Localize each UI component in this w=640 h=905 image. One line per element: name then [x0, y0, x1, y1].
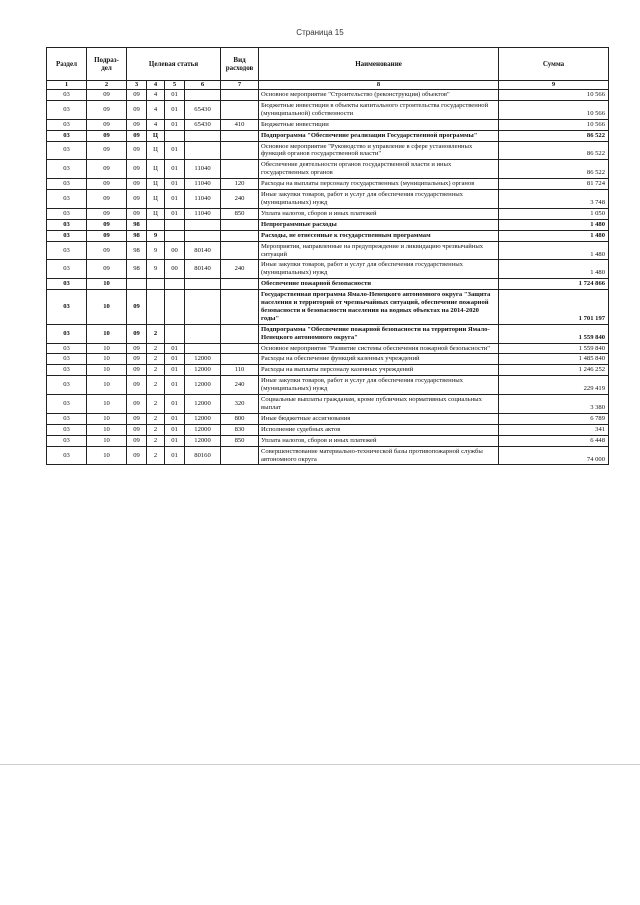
cell-summa: 86 522 — [499, 130, 609, 141]
header-naim: Наименование — [259, 48, 499, 81]
cell-cs-2: 9 — [147, 230, 165, 241]
cell-cs-4: 65430 — [185, 100, 221, 119]
cell-naimenovanie: Иные закупки товаров, работ и услуг для обеспечения государственных (муниципальных) нужд — [259, 190, 499, 209]
table-row — [47, 219, 609, 230]
table-row — [47, 119, 609, 130]
cell-cs-1: 09 — [127, 190, 147, 209]
cell-summa: 10 566 — [499, 90, 609, 101]
cell-cs-1 — [127, 279, 147, 290]
cell-naimenovanie: Социальные выплаты гражданам, кроме публичных нормативных социальных выплат — [259, 395, 499, 414]
cell-cs-1: 09 — [127, 376, 147, 395]
cell-naimenovanie: Непрограммные расходы — [259, 219, 499, 230]
cell-razdel: 03 — [47, 290, 87, 325]
cell-podrazdel: 09 — [87, 179, 127, 190]
cell-vid: 410 — [221, 119, 259, 130]
table-row — [47, 260, 609, 279]
cell-podrazdel: 10 — [87, 395, 127, 414]
cell-cs-1: 09 — [127, 395, 147, 414]
cell-naimenovanie: Основное мероприятие "Руководство и управление в сфере установленных функций органов государственной власти" — [259, 141, 499, 160]
cell-cs-3: 01 — [165, 435, 185, 446]
colnum: 8 — [259, 81, 499, 90]
cell-summa: 6 789 — [499, 413, 609, 424]
cell-razdel: 03 — [47, 260, 87, 279]
cell-cs-3: 01 — [165, 365, 185, 376]
table-row — [47, 395, 609, 414]
cell-naimenovanie: Обеспечение деятельности органов государственной власти и иных государственных органов — [259, 160, 499, 179]
cell-cs-2: Ц — [147, 141, 165, 160]
cell-naimenovanie: Расходы на выплаты персоналу государственных (муниципальных) органов — [259, 179, 499, 190]
cell-razdel: 03 — [47, 446, 87, 465]
cell-cs-1: 09 — [127, 446, 147, 465]
cell-podrazdel: 10 — [87, 376, 127, 395]
cell-cs-3: 00 — [165, 260, 185, 279]
cell-summa: 6 448 — [499, 435, 609, 446]
table-row — [47, 365, 609, 376]
table-row — [47, 376, 609, 395]
cell-podrazdel: 09 — [87, 190, 127, 209]
cell-vid — [221, 160, 259, 179]
cell-cs-4: 11040 — [185, 208, 221, 219]
cell-podrazdel: 10 — [87, 354, 127, 365]
colnum: 5 — [165, 81, 185, 90]
cell-cs-4 — [185, 279, 221, 290]
cell-razdel: 03 — [47, 119, 87, 130]
cell-summa: 1 480 — [499, 241, 609, 260]
cell-cs-3: 01 — [165, 395, 185, 414]
cell-podrazdel: 10 — [87, 324, 127, 343]
header-razdel: Раздел — [47, 48, 87, 81]
table-row — [47, 435, 609, 446]
cell-naimenovanie: Расходы на обеспечение функций казенных учреждений — [259, 354, 499, 365]
cell-vid — [221, 279, 259, 290]
cell-cs-2 — [147, 219, 165, 230]
cell-naimenovanie: Уплата налогов, сборов и иных платежей — [259, 208, 499, 219]
cell-cs-4: 11040 — [185, 160, 221, 179]
cell-vid — [221, 343, 259, 354]
cell-podrazdel: 09 — [87, 160, 127, 179]
colnum: 9 — [499, 81, 609, 90]
cell-cs-3: 01 — [165, 208, 185, 219]
cell-cs-3: 00 — [165, 241, 185, 260]
cell-cs-1: 09 — [127, 179, 147, 190]
cell-cs-1: 09 — [127, 424, 147, 435]
cell-cs-2: 2 — [147, 376, 165, 395]
cell-cs-4 — [185, 141, 221, 160]
cell-cs-2: 2 — [147, 413, 165, 424]
cell-cs-1: 09 — [127, 208, 147, 219]
table-row — [47, 424, 609, 435]
cell-podrazdel: 10 — [87, 290, 127, 325]
cell-cs-2: 4 — [147, 100, 165, 119]
cell-cs-3: 01 — [165, 446, 185, 465]
header-summa: Сумма — [499, 48, 609, 81]
cell-podrazdel: 09 — [87, 219, 127, 230]
cell-vid — [221, 241, 259, 260]
colnum: 1 — [47, 81, 87, 90]
table-row — [47, 413, 609, 424]
cell-podrazdel: 10 — [87, 365, 127, 376]
cell-vid: 320 — [221, 395, 259, 414]
cell-cs-4: 12000 — [185, 365, 221, 376]
cell-summa: 1 559 840 — [499, 343, 609, 354]
cell-cs-2: 2 — [147, 343, 165, 354]
cell-cs-4 — [185, 290, 221, 325]
table-row — [47, 324, 609, 343]
cell-razdel: 03 — [47, 100, 87, 119]
cell-razdel: 03 — [47, 324, 87, 343]
scan-edge-divider — [0, 764, 640, 765]
cell-razdel: 03 — [47, 354, 87, 365]
cell-cs-3: 01 — [165, 376, 185, 395]
cell-cs-1: 09 — [127, 413, 147, 424]
cell-cs-2 — [147, 290, 165, 325]
cell-cs-2: 2 — [147, 354, 165, 365]
cell-podrazdel: 09 — [87, 141, 127, 160]
cell-podrazdel: 09 — [87, 119, 127, 130]
cell-vid — [221, 130, 259, 141]
cell-cs-2: 4 — [147, 90, 165, 101]
cell-cs-3 — [165, 230, 185, 241]
cell-naimenovanie: Бюджетные инвестиции в объекты капитального строительства государственной (муниципальной) собственности — [259, 100, 499, 119]
cell-cs-2: 9 — [147, 241, 165, 260]
table-row — [47, 130, 609, 141]
cell-summa: 1 724 866 — [499, 279, 609, 290]
cell-razdel: 03 — [47, 279, 87, 290]
cell-naimenovanie: Расходы на выплаты персоналу казенных учреждений — [259, 365, 499, 376]
cell-cs-3 — [165, 279, 185, 290]
cell-razdel: 03 — [47, 365, 87, 376]
cell-naimenovanie: Иные закупки товаров, работ и услуг для обеспечения государственных (муниципальных) нужд — [259, 260, 499, 279]
cell-cs-1: 98 — [127, 260, 147, 279]
cell-naimenovanie: Подпрограмма "Обеспечение реализации Государственной программы" — [259, 130, 499, 141]
cell-naimenovanie: Основное мероприятие "Строительство (реконструкция) объектов" — [259, 90, 499, 101]
cell-cs-3 — [165, 290, 185, 325]
cell-podrazdel: 10 — [87, 424, 127, 435]
cell-razdel: 03 — [47, 343, 87, 354]
table-row — [47, 90, 609, 101]
table-row — [47, 100, 609, 119]
cell-vid: 240 — [221, 190, 259, 209]
cell-razdel: 03 — [47, 376, 87, 395]
cell-vid: 800 — [221, 413, 259, 424]
cell-summa: 229 419 — [499, 376, 609, 395]
cell-naimenovanie: Обеспечение пожарной безопасности — [259, 279, 499, 290]
cell-summa: 1 485 840 — [499, 354, 609, 365]
cell-cs-2: 4 — [147, 119, 165, 130]
cell-cs-1: 98 — [127, 230, 147, 241]
cell-summa: 10 566 — [499, 100, 609, 119]
cell-cs-1: 09 — [127, 141, 147, 160]
cell-cs-4 — [185, 90, 221, 101]
cell-razdel: 03 — [47, 208, 87, 219]
column-number-row — [47, 81, 609, 90]
cell-cs-2: 9 — [147, 260, 165, 279]
cell-cs-2: Ц — [147, 190, 165, 209]
cell-cs-1: 98 — [127, 241, 147, 260]
cell-cs-4: 80140 — [185, 260, 221, 279]
cell-summa: 81 724 — [499, 179, 609, 190]
cell-cs-3: 01 — [165, 190, 185, 209]
cell-podrazdel: 09 — [87, 130, 127, 141]
colnum: 7 — [221, 81, 259, 90]
header-podrazdel: Подраз-дел — [87, 48, 127, 81]
cell-summa: 86 522 — [499, 160, 609, 179]
cell-razdel: 03 — [47, 160, 87, 179]
page-header: Страница 15 — [296, 28, 344, 37]
cell-vid: 850 — [221, 208, 259, 219]
cell-naimenovanie: Иные закупки товаров, работ и услуг для обеспечения государственных (муниципальных) нужд — [259, 376, 499, 395]
cell-summa: 341 — [499, 424, 609, 435]
colnum: 4 — [147, 81, 165, 90]
cell-naimenovanie: Государственная программа Ямало-Ненецкого автономного округа "Защита населения и территорий от чрезвычайных ситуаций, обеспечение пожарной безопасности и безопасности населения на водных объектах на 2014-2020 годы" — [259, 290, 499, 325]
cell-cs-1: 09 — [127, 324, 147, 343]
cell-razdel: 03 — [47, 424, 87, 435]
cell-cs-4: 80140 — [185, 241, 221, 260]
cell-summa: 86 522 — [499, 141, 609, 160]
cell-vid: 240 — [221, 260, 259, 279]
cell-summa: 1 480 — [499, 260, 609, 279]
cell-cs-1: 98 — [127, 219, 147, 230]
cell-naimenovanie: Мероприятия, направленные на предупреждение и ликвидацию чрезвычайных ситуаций — [259, 241, 499, 260]
table-row — [47, 230, 609, 241]
cell-cs-3 — [165, 324, 185, 343]
cell-razdel: 03 — [47, 435, 87, 446]
table-row — [47, 241, 609, 260]
colnum: 6 — [185, 81, 221, 90]
cell-podrazdel: 09 — [87, 230, 127, 241]
cell-cs-3 — [165, 130, 185, 141]
colnum: 2 — [87, 81, 127, 90]
cell-cs-1: 09 — [127, 365, 147, 376]
budget-table — [46, 47, 609, 465]
cell-razdel: 03 — [47, 130, 87, 141]
cell-cs-3 — [165, 219, 185, 230]
cell-summa: 74 000 — [499, 446, 609, 465]
cell-cs-4: 12000 — [185, 376, 221, 395]
table-row — [47, 179, 609, 190]
cell-razdel: 03 — [47, 219, 87, 230]
cell-vid — [221, 141, 259, 160]
cell-vid — [221, 100, 259, 119]
cell-razdel: 03 — [47, 395, 87, 414]
table-row — [47, 208, 609, 219]
cell-cs-4 — [185, 230, 221, 241]
cell-cs-4: 12000 — [185, 395, 221, 414]
cell-cs-1: 09 — [127, 343, 147, 354]
cell-vid — [221, 354, 259, 365]
cell-cs-4: 11040 — [185, 179, 221, 190]
cell-cs-3: 01 — [165, 100, 185, 119]
cell-cs-1: 09 — [127, 90, 147, 101]
cell-vid — [221, 324, 259, 343]
cell-naimenovanie: Иные бюджетные ассигнования — [259, 413, 499, 424]
cell-razdel: 03 — [47, 90, 87, 101]
cell-cs-2 — [147, 279, 165, 290]
cell-summa: 1 480 — [499, 230, 609, 241]
cell-cs-2: Ц — [147, 160, 165, 179]
cell-summa: 1 559 840 — [499, 324, 609, 343]
cell-vid — [221, 90, 259, 101]
cell-cs-4: 11040 — [185, 190, 221, 209]
table-row — [47, 290, 609, 325]
cell-cs-4: 12000 — [185, 435, 221, 446]
cell-cs-3: 01 — [165, 343, 185, 354]
cell-vid — [221, 230, 259, 241]
cell-cs-2: 2 — [147, 435, 165, 446]
cell-cs-2: 2 — [147, 446, 165, 465]
cell-razdel: 03 — [47, 141, 87, 160]
cell-cs-1: 09 — [127, 130, 147, 141]
table-row — [47, 343, 609, 354]
cell-podrazdel: 09 — [87, 100, 127, 119]
cell-vid: 110 — [221, 365, 259, 376]
cell-podrazdel: 10 — [87, 435, 127, 446]
cell-razdel: 03 — [47, 179, 87, 190]
cell-naimenovanie: Исполнение судебных актов — [259, 424, 499, 435]
cell-cs-2: Ц — [147, 130, 165, 141]
header-row — [47, 48, 609, 81]
table-row — [47, 190, 609, 209]
cell-podrazdel: 09 — [87, 208, 127, 219]
cell-cs-1: 09 — [127, 119, 147, 130]
cell-cs-2: Ц — [147, 179, 165, 190]
cell-summa: 1 701 197 — [499, 290, 609, 325]
cell-cs-4: 12000 — [185, 413, 221, 424]
cell-naimenovanie: Совершенствование материально-технической базы противопожарной службы автономного округа — [259, 446, 499, 465]
table-row — [47, 141, 609, 160]
cell-cs-1: 09 — [127, 435, 147, 446]
cell-cs-3: 01 — [165, 179, 185, 190]
cell-cs-1: 09 — [127, 160, 147, 179]
cell-razdel: 03 — [47, 413, 87, 424]
cell-summa: 10 566 — [499, 119, 609, 130]
cell-vid — [221, 290, 259, 325]
table-body — [47, 90, 609, 465]
cell-naimenovanie: Уплата налогов, сборов и иных платежей — [259, 435, 499, 446]
cell-summa: 3 380 — [499, 395, 609, 414]
cell-podrazdel: 10 — [87, 279, 127, 290]
cell-cs-4 — [185, 130, 221, 141]
cell-cs-4: 12000 — [185, 354, 221, 365]
cell-cs-3: 01 — [165, 90, 185, 101]
header-celevaya: Целевая статья — [127, 48, 221, 81]
cell-cs-4 — [185, 343, 221, 354]
colnum: 3 — [127, 81, 147, 90]
cell-vid: 120 — [221, 179, 259, 190]
cell-cs-3: 01 — [165, 424, 185, 435]
cell-razdel: 03 — [47, 230, 87, 241]
cell-naimenovanie: Подпрограмма "Обеспечение пожарной безопасности на территории Ямало-Ненецкого автономного округа" — [259, 324, 499, 343]
table-row — [47, 446, 609, 465]
table-row — [47, 279, 609, 290]
cell-summa: 1 050 — [499, 208, 609, 219]
header-vid: Вид расходов — [221, 48, 259, 81]
table-row — [47, 354, 609, 365]
cell-cs-4: 12000 — [185, 424, 221, 435]
cell-summa: 1 480 — [499, 219, 609, 230]
cell-cs-4 — [185, 324, 221, 343]
cell-podrazdel: 10 — [87, 446, 127, 465]
cell-vid: 830 — [221, 424, 259, 435]
cell-cs-3: 01 — [165, 413, 185, 424]
cell-cs-2: 2 — [147, 395, 165, 414]
cell-podrazdel: 10 — [87, 413, 127, 424]
cell-naimenovanie: Бюджетные инвестиции — [259, 119, 499, 130]
cell-cs-2: 2 — [147, 424, 165, 435]
cell-cs-4: 65430 — [185, 119, 221, 130]
cell-vid — [221, 446, 259, 465]
cell-summa: 1 246 252 — [499, 365, 609, 376]
cell-vid: 240 — [221, 376, 259, 395]
cell-cs-1: 09 — [127, 354, 147, 365]
table-row — [47, 160, 609, 179]
cell-podrazdel: 09 — [87, 241, 127, 260]
cell-cs-2: 2 — [147, 365, 165, 376]
cell-naimenovanie: Основное мероприятие "Развитие системы обеспечения пожарной безопасности" — [259, 343, 499, 354]
cell-podrazdel: 09 — [87, 90, 127, 101]
cell-naimenovanie: Расходы, не отнесенные к государственным программам — [259, 230, 499, 241]
cell-cs-1: 09 — [127, 100, 147, 119]
cell-vid — [221, 219, 259, 230]
cell-razdel: 03 — [47, 190, 87, 209]
cell-cs-3: 01 — [165, 119, 185, 130]
cell-cs-3: 01 — [165, 354, 185, 365]
cell-vid: 850 — [221, 435, 259, 446]
cell-cs-2: 2 — [147, 324, 165, 343]
cell-podrazdel: 10 — [87, 343, 127, 354]
cell-cs-1: 09 — [127, 290, 147, 325]
cell-cs-4: 80160 — [185, 446, 221, 465]
cell-razdel: 03 — [47, 241, 87, 260]
cell-summa: 3 748 — [499, 190, 609, 209]
cell-podrazdel: 09 — [87, 260, 127, 279]
cell-cs-2: Ц — [147, 208, 165, 219]
cell-cs-3: 01 — [165, 160, 185, 179]
cell-cs-4 — [185, 219, 221, 230]
cell-cs-3: 01 — [165, 141, 185, 160]
